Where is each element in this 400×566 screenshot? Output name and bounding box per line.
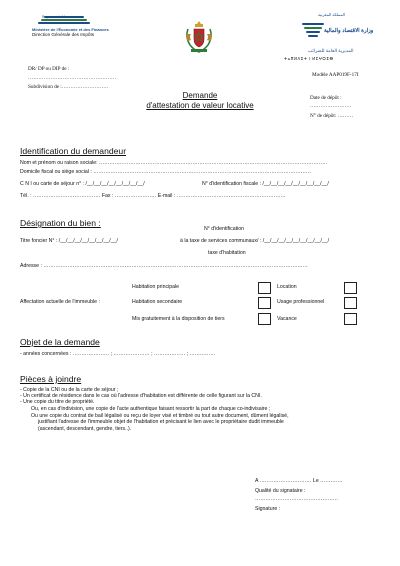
signature-label: Signature : (255, 506, 281, 512)
checkbox-principale[interactable] (258, 282, 271, 294)
checkbox-secondaire[interactable] (258, 297, 271, 309)
name-field[interactable]: Nom et prénom ou raison sociale: …………………………………………………………………………………………………………………… (20, 160, 328, 166)
checkbox-location[interactable] (344, 282, 357, 294)
right-ministry-logo (284, 12, 374, 62)
right-logo-line3: المديرية العامة للضرائب (308, 48, 354, 53)
section-identification-heading: Identification du demandeur (20, 146, 127, 156)
piece-line-5: Ou une copie du contrat de bail légalisé ou reçu de loyer visé et timbré ou tout autre document, dûment légalisé, (31, 413, 289, 419)
dgi-label: Direction Générale des Impôts (32, 32, 95, 37)
checkbox-usage-pro[interactable] (344, 297, 357, 309)
left-logo-line1: Royaume du Maroc (42, 15, 72, 19)
right-logo-line2: وزارة الاقتصاد والمالية (324, 28, 374, 34)
num-id-label: N° d'identification (204, 226, 244, 232)
piece-line-7: (ascendant, descendant, gendre, tiers..). (38, 426, 132, 432)
opt-principale-label: Habitation principale (132, 284, 180, 290)
date-dots: …………………… (310, 103, 352, 109)
signature-qualite-dots[interactable]: ………………………………………… (255, 496, 338, 502)
taxe-habitation-label: taxe d'habitation (208, 250, 246, 256)
date-label: Date de dépôt : (310, 95, 342, 101)
piece-line-2: - Un certificat de résidence dans le cas où l'adresse d'habitation est différente de celle figurant sur la CNI. (20, 393, 262, 399)
domicile-field[interactable]: Domicile fiscal ou siège social : ……………………………………………………………………………………………………………… (20, 169, 312, 175)
title-line2: d'attestation de valeur locative (146, 101, 254, 110)
piece-line-4: Ou, en cas d'indivision, une copie de l'acte authentique faisant ressortir la part de chaque co-indivisaire ; (31, 406, 271, 412)
section-pieces-heading: Pièces à joindre (20, 374, 82, 384)
checkbox-gratuit[interactable] (258, 313, 271, 325)
piece-line-1: - Copie de la CNI ou de la carte de séjour ; (20, 387, 119, 393)
section-objet-heading: Objet de la demande (20, 337, 100, 347)
affectation-label: Affectation actuelle de l'immeuble : (20, 299, 100, 305)
adresse-field[interactable]: Adresse : ……………………………………………………………………………………………………………………………………… (20, 263, 308, 269)
opt-secondaire-label: Habitation secondaire (132, 299, 183, 305)
titre-foncier-field[interactable]: Titre foncier N° : /__/__/__/__/__/__/__/__/ (20, 238, 118, 244)
subdivision-label: Subdivision de :……………………… (28, 84, 109, 90)
opt-vacance-label: Vacance (277, 316, 297, 322)
left-logo-line2: Ministère de l'Économie et des Finances (32, 27, 109, 32)
tifinagh-text: ⵜⴰⴳⵍⴷⵉⵜ ⵏ ⵍⵎⵖⵔⵉⴱ (284, 56, 334, 61)
model-number: Modèle AAP019F-17I (312, 72, 359, 78)
taxe-services-field[interactable]: à la taxe de services communaux/ : /__/__/__/__/__/__/__/__/__/ (180, 238, 330, 244)
fiscal-id-field[interactable]: N° d'identification fiscale : /__/__/__/__/__/__/__/__/__/ (202, 181, 329, 187)
signature-place-date[interactable]: A ………………………… Le …………. (255, 478, 343, 484)
annees-field[interactable]: - années concernées : ………………… ; ………………… ; ……………… ; …………… (20, 351, 216, 357)
opt-location-label: Location (277, 284, 297, 290)
opt-gratuit-label: Mis gratuitement à la disposition de tiers (132, 316, 225, 322)
opt-usage-pro-label: Usage professionnel (277, 299, 325, 305)
right-logo-line1: المملكة المغربية (318, 12, 345, 17)
deposit-number: N° de dépôt: ……… (310, 113, 354, 119)
signature-qualite-label: Qualité du signataire : (255, 488, 306, 494)
contact-field[interactable]: Tél. : ………………………………… Fax : …………………… E-mail : ……………………………………………………… (20, 193, 286, 199)
checkbox-vacance[interactable] (344, 313, 357, 325)
section-bien-heading: Désignation du bien : (20, 218, 101, 228)
dr-label: DR/ DP ou DIP de : (28, 66, 70, 72)
dr-dots: …………………………………………… (28, 75, 117, 81)
title-line1: Demande (182, 91, 218, 100)
cni-field[interactable]: C N I ou carte de séjour n° : /__/__/__/__/__/__/__/__/ (20, 181, 145, 187)
piece-line-3: - Une copie du titre de propriété. (20, 399, 95, 405)
piece-line-6: justifiant l'adresse de l'immeuble objet de l'habitation et précisant le lien avec le propriétaire dudit immeuble (38, 419, 284, 425)
coat-of-arms-icon (184, 20, 214, 54)
